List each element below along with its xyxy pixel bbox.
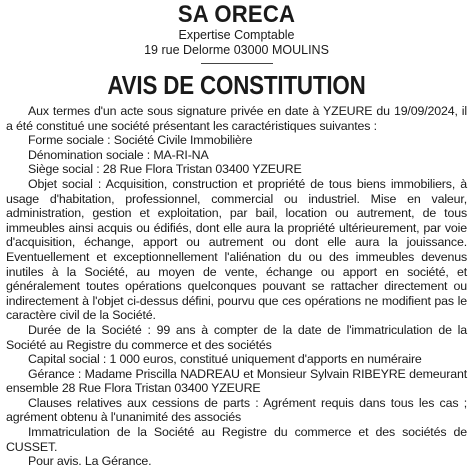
registered-office-paragraph: Siège social : 28 Rue Flora Tristan 03400 YZEURE <box>28 162 302 177</box>
legal-form-paragraph: Forme sociale : Société Civile Immobilière <box>28 133 253 148</box>
header-divider <box>201 63 273 64</box>
closing-signature: Pour avis. La Gérance. <box>28 454 152 469</box>
company-activity: Expertise Comptable <box>178 28 295 42</box>
duration-paragraph: Durée de la Société : 99 ans à compter de la date de l'immatriculation de la Société au Registre du commerce et des sociétés <box>6 322 467 352</box>
company-name: SA ORECA <box>177 1 296 28</box>
registration-paragraph: Immatriculation de la Société au Registre du commerce et des sociétés de CUSSET. <box>6 425 467 454</box>
management-paragraph: Gérance : Madame Priscilla NADREAU et Monsieur Sylvain RIBEYRE demeurant ensemble 28 Rue Flora Tristan 03400 YZEURE <box>6 366 467 396</box>
corporate-purpose-paragraph: Objet social : Acquisition, construction et propriété de tous biens immobiliers, à usage d'habitation, professionnel, commercial ou industriel. Mise en valeur, administration, gestion et exploitation, par bail, location ou autrement, de tous immeubles ainsi acquis ou édifiés, dont elle aura la propriété ultérieurement, par voie d'acquisition, échange, apport ou autrement ou dont elle aura la jouissance. Eventuellement et exceptionnellement l'aliénation du ou des immeubles devenus inutiles à la Société, au moyen de vente, échange ou apport en société, et généralement toutes opérations quelconques pouvant se rattacher directement ou indirectement à l'objet ci-dessus défini, pourvu que ces opérations ne modifient pas le caractère civil de la Société. <box>6 176 467 323</box>
notice-title: AVIS DE CONSTITUTION <box>107 70 366 100</box>
company-denomination-paragraph: Dénomination sociale : MA-RI-NA <box>28 147 209 162</box>
intro-paragraph: Aux termes d'un acte sous signature privée en date à YZEURE du 19/09/2024, il a été constitué une société présentant les caractéristiques suivantes : <box>6 104 467 133</box>
share-transfer-clause-paragraph: Clauses relatives aux cessions de parts : Agrément requis dans tous les cas ; agrément obtenu à l'unanimité des associés <box>6 395 467 425</box>
company-address: 19 rue Delorme 03000 MOULINS <box>144 42 329 57</box>
share-capital-paragraph: Capital social : 1 000 euros, constitué uniquement d'apports en numéraire <box>28 352 422 367</box>
notice-body <box>6 104 467 469</box>
